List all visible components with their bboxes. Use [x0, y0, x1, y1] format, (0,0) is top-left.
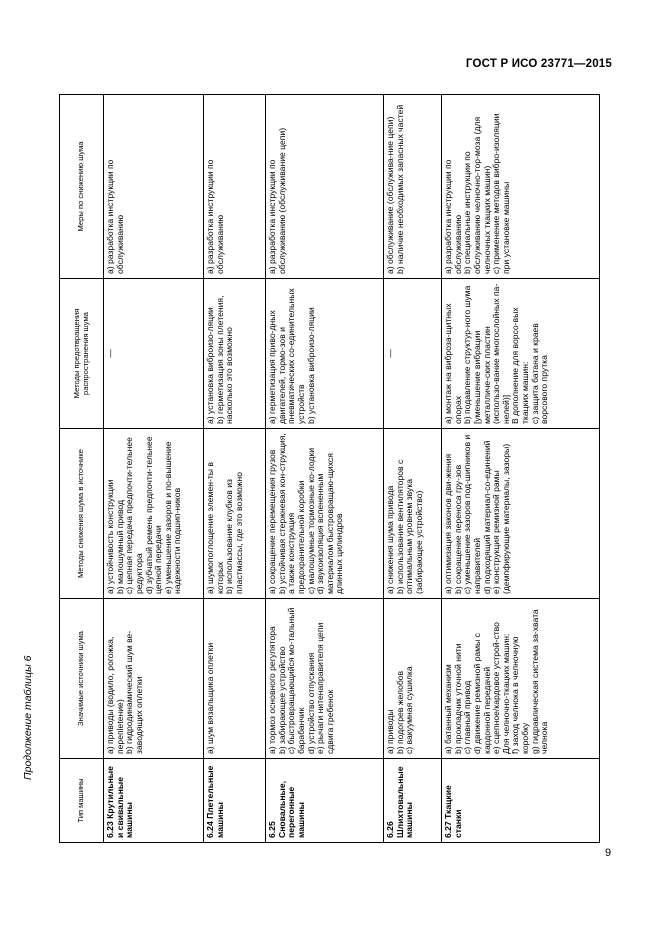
table-row: [266, 95, 384, 843]
propagation-prevention-cell: [266, 279, 384, 429]
source-reduction-cell: [266, 429, 384, 599]
propagation-prevention-cell: [204, 279, 266, 429]
machine-type-cell: 6.24 Плетельные машины: [204, 759, 266, 843]
source-reduction-cell: [104, 429, 204, 599]
column-header-noise-measures: Меры по снижению шума: [60, 95, 104, 279]
table-row: [104, 95, 204, 843]
rotated-table-container: [59, 95, 599, 843]
list-item: c) вакуумная сушилка: [404, 666, 415, 754]
list-item: а) разработка инструкции по обслуживанию: [105, 159, 125, 274]
list-item: а) шум вязальщика оплетки: [205, 642, 215, 754]
list-item: c) цепная передача предпочти-тельнее редуктора: [124, 437, 144, 594]
list-item: b) использование клубков из пластмассы, где это возможно: [224, 471, 244, 594]
list-item: а) шумопоглощение элемен-ты в которых: [205, 462, 225, 594]
propagation-prevention-cell: [384, 279, 442, 429]
source-reduction-cell: [442, 429, 600, 599]
machine-type-cell: 6.27 Ткацкие станки: [442, 759, 600, 843]
list-item: c) быстровращающийся мо-тальный барабанчик: [286, 607, 306, 754]
noise-sources-cell: [384, 599, 442, 759]
list-item: а) установка виброизо-ляции: [205, 307, 215, 424]
list-item: а) монтаж на виброза-щитных опорах: [443, 303, 463, 424]
list-item: b) устойчивая стержневая кон-струкция, а также конструкция предохранительной коробки: [276, 433, 306, 594]
list-item: b) наличие необходимых запасных частей: [394, 104, 405, 274]
list-item: а) герметизация приво-дных двигателей, тормо-зов и пневматических со-единительных устройств: [267, 288, 306, 424]
list-item: c) малошумные тормозные ко-лодки: [305, 447, 316, 594]
machine-type-cell: 6.25 Сновальные, перегонные машины: [266, 759, 384, 843]
noise-reduction-table: [59, 94, 600, 843]
list-item: b) сокращение переноса гру-зов: [452, 464, 463, 594]
list-item: а) разработка инструкции по обслуживанию: [205, 159, 225, 274]
list-item: а) разработка инструкции по обслуживанию (обслуживание цепи): [267, 127, 287, 274]
list-item: а) разработка инструкции по обслуживанию: [443, 159, 463, 274]
noise-sources-cell: [266, 599, 384, 759]
table-row: [442, 95, 600, 843]
list-item: g) гидравлическая система за-хвата челнока: [529, 609, 550, 754]
machine-type-cell: 6.23 Крутильные и свивальные машины: [104, 759, 204, 843]
column-header-machine-type: Тип машины: [60, 759, 104, 843]
list-item: d) подходящий материал-со-единений: [481, 440, 492, 594]
list-item: а) батанный механизм: [443, 664, 453, 754]
list-item: а) снижения шума привода: [385, 485, 395, 594]
list-item: b) прокладчик уточной нити: [452, 643, 463, 754]
list-item: b) установка виброизо-ляции: [305, 307, 316, 424]
list-item: c) главный привод: [462, 680, 473, 754]
table-row: [384, 95, 442, 843]
source-reduction-cell: [204, 429, 266, 599]
list-item: а) сокращение перемещения грузов: [267, 449, 277, 594]
machine-type-cell: 6.26 Шлихтовальные машины: [384, 759, 442, 843]
list-item: b) подогрев желобов: [394, 670, 405, 754]
list-item: а) обслуживание (обслужива-ние цепи): [385, 116, 395, 274]
noise-measures-cell: [204, 95, 266, 279]
noise-sources-cell: [442, 599, 600, 759]
noise-measures-cell: [442, 95, 600, 279]
list-item: c) защита батана и краев ворсового прутка: [529, 323, 550, 424]
list-item: а) устойчивость конструкции: [105, 479, 115, 594]
source-reduction-cell: [384, 429, 442, 599]
list-item: а) тормоз основного регулятора: [267, 626, 277, 754]
list-item: а) приводы: [385, 709, 395, 754]
propagation-prevention-cell: [442, 279, 600, 429]
list-item: f) заход челнока в челночную коробку: [510, 636, 530, 754]
noise-measures-cell: [384, 95, 442, 279]
list-item: e) уменьшение зазоров и по-вышение надежности подшип-ников: [162, 441, 183, 594]
list-item: e) конструкция ремизной рамы (демпфирующие материалы, зазоры): [491, 443, 511, 594]
list-item: c) уменьшение зазоров под-шипников и направителей: [462, 434, 482, 594]
list-item: e) сцепное/кардовое устрой-ство: [491, 622, 502, 754]
list-item: d) звукоизоляция вспененным материалом быстровращаю-щихся длинных цилиндров: [315, 453, 345, 594]
column-header-source-reduction: Методы снижения шума в источнике: [60, 429, 104, 599]
table-continuation-caption: Продолжение таблицы 6: [22, 655, 34, 780]
list-item: Для челночно-ткацких машин:: [500, 633, 511, 754]
list-item: d) зубчатый ремень предпочти-тельнее цепной передачи: [143, 436, 164, 594]
page-number: 9: [605, 847, 612, 859]
list-item: d) движение ремизной рамы с кардонной передачей: [471, 633, 492, 754]
list-item: b) гидродинамический шум ве-заводящих оплетки: [124, 630, 144, 754]
list-item: d) устройство отпускания: [305, 652, 316, 754]
noise-measures-cell: [104, 95, 204, 279]
table-row: [204, 95, 266, 843]
list-item: а) оптимизация законов дви-жения: [443, 453, 453, 594]
propagation-prevention-cell: [104, 279, 204, 429]
document-id: ГОСТ Р ИСО 23771—2015: [465, 58, 612, 70]
list-item: В дополнение для ворсо-вых ткацких машин:: [510, 307, 530, 424]
list-item: —: [105, 349, 115, 358]
list-item: e) рычаги нитенаправителя цепи сдвига гребенок: [315, 622, 335, 754]
list-item: b) герметизация зоны плетения, насколько это возможно: [214, 295, 235, 424]
column-header-noise-sources: Значимые источники шума: [60, 599, 104, 759]
table-header-row: [60, 95, 104, 843]
list-item: а) приводы (водило, рогожка, перепletение): [105, 636, 125, 754]
list-item: b) подавление структур-ного шума [уменьшение вибрации металличе-ских пластин (использо-вание многослойных па-нелей)]: [462, 283, 511, 424]
noise-sources-cell: [104, 599, 204, 759]
list-item: b) малошумный привод: [114, 499, 125, 594]
list-item: b) забирающее устройство: [276, 646, 287, 754]
list-item: —: [385, 349, 395, 358]
list-item: b) использование вентиляторов с оптимальным уровнем звука (забирающее устройство): [394, 459, 424, 594]
list-item: b) специальные инструкции по обслуживанию челночно-тор-моза (для челночных ткацких машин): [462, 116, 492, 274]
noise-measures-cell: [266, 95, 384, 279]
noise-sources-cell: [204, 599, 266, 759]
list-item: c) применение методов вибро-изоляции при установке машины: [491, 113, 511, 274]
column-header-propagation-prevention: Методы предотвращения распространения шума: [60, 279, 104, 429]
